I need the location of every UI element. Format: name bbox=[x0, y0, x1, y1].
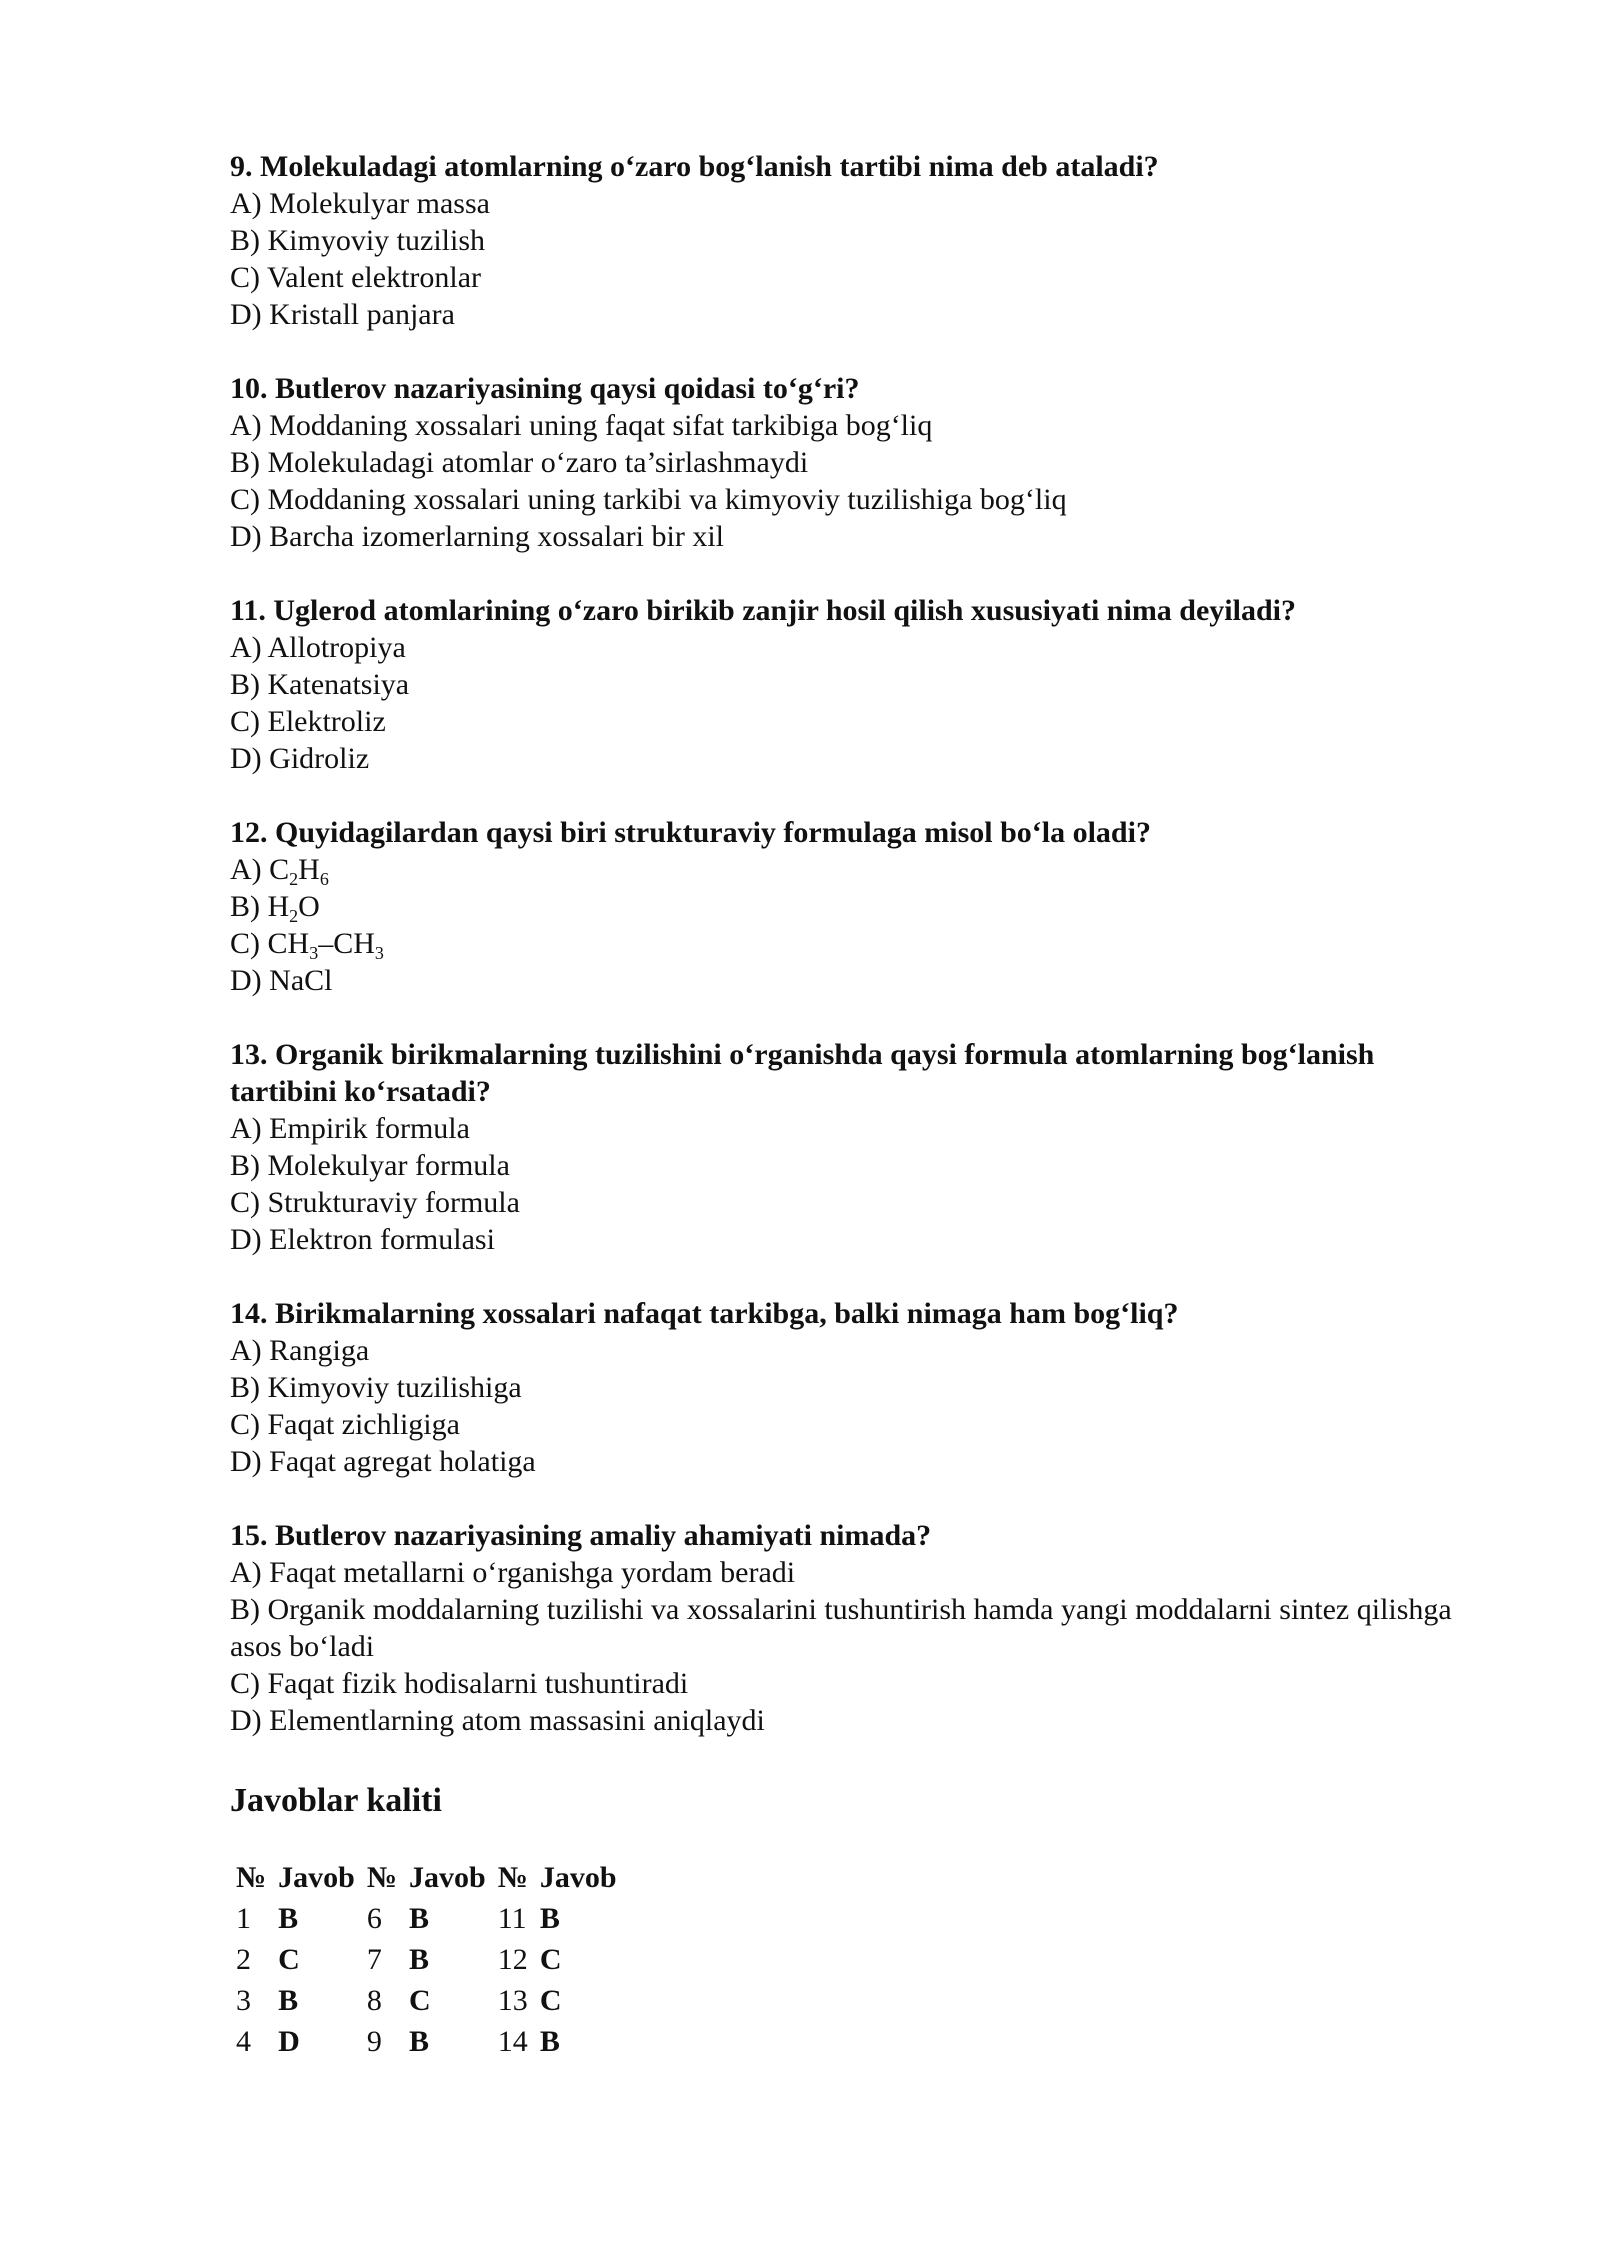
question-14 bbox=[230, 1295, 1480, 1480]
option-b: B) Molekulyar formula bbox=[230, 1149, 510, 1182]
option-b: B) Organik moddalarning tuzilishi va xossalarini tushuntirish hamda yangi moddalarni sintez qilishga asos bo‘ladi bbox=[230, 1593, 1452, 1663]
option-a: A) Empirik formula bbox=[230, 1112, 470, 1145]
header-answer: Javob bbox=[278, 1860, 355, 1894]
option-c: C) Moddaning xossalari uning tarkibi va kimyoviy tuzilishiga bog‘liq bbox=[230, 483, 1067, 516]
answer-key-table bbox=[230, 1857, 623, 2062]
answer-key-title: Javoblar kaliti bbox=[230, 1782, 442, 1819]
option-d: D) Faqat agregat holatiga bbox=[230, 1445, 536, 1478]
option-c: C) $CH_3-CH_3$ bbox=[230, 927, 384, 963]
answer-letter: B bbox=[539, 1901, 560, 1935]
option-a: A) Moddaning xossalari uning faqat sifat tarkibiga bog‘liq bbox=[230, 409, 933, 442]
option-c: C) Valent elektronlar bbox=[230, 261, 482, 294]
option-a: A) Allotropiya bbox=[230, 631, 406, 664]
question-13 bbox=[230, 1036, 1480, 1258]
header-number: № bbox=[497, 1860, 528, 1894]
answer-letter: C bbox=[278, 1942, 300, 1976]
question-number: 11 bbox=[497, 1901, 527, 1935]
option-c: C) Faqat zichligiga bbox=[230, 1408, 460, 1441]
option-b: B) Katenatsiya bbox=[230, 668, 410, 701]
question-title: 9. Molekuladagi atomlarning o‘zaro bog‘lanish tartibi nima deb ataladi? bbox=[230, 150, 1159, 183]
option-d: D) NaCl bbox=[230, 964, 333, 997]
question-number: 14 bbox=[497, 2024, 528, 2058]
option-b: B) Kimyoviy tuzilishiga bbox=[230, 1371, 522, 1404]
question-number: 8 bbox=[366, 1983, 382, 2017]
question-title: 14. Birikmalarning xossalari nafaqat tarkibga, balki nimaga ham bog‘liq? bbox=[230, 1297, 1179, 1330]
question-number: 4 bbox=[236, 2024, 251, 2058]
option-d: D) Gidroliz bbox=[230, 742, 370, 775]
answer-letter: B bbox=[409, 1942, 430, 1976]
option-b: B) Kimyoviy tuzilish bbox=[230, 224, 485, 257]
question-title: 13. Organik birikmalarning tuzilishini o‘rganishda qaysi formula atomlarning bog‘lanish tartibini ko‘rsatadi? bbox=[230, 1038, 1375, 1108]
question-title: 15. Butlerov nazariyasining amaliy ahamiyati nimada? bbox=[230, 1519, 932, 1552]
answer-letter: C bbox=[539, 1983, 562, 2017]
answer-letter: B bbox=[409, 2024, 430, 2058]
option-a: A) Faqat metallarni o‘rganishga yordam beradi bbox=[230, 1556, 796, 1589]
table-row bbox=[230, 1898, 623, 1939]
question-12 bbox=[230, 814, 1480, 999]
question-10 bbox=[230, 370, 1480, 555]
question-11 bbox=[230, 592, 1480, 777]
question-number: 13 bbox=[497, 1983, 528, 2017]
table-row bbox=[230, 2021, 623, 2062]
question-15 bbox=[230, 1517, 1480, 1739]
table-row bbox=[230, 1980, 623, 2021]
answer-letter: B bbox=[539, 2024, 560, 2058]
option-a: A) Molekulyar massa bbox=[230, 187, 490, 220]
question-number: 2 bbox=[236, 1942, 251, 1976]
question-number: 9 bbox=[366, 2024, 382, 2058]
option-d: D) Barcha izomerlarning xossalari bir xil bbox=[230, 520, 725, 553]
question-number: 1 bbox=[236, 1901, 251, 1935]
option-a: A) Rangiga bbox=[230, 1334, 370, 1367]
answer-letter: B bbox=[409, 1901, 430, 1935]
question-number: 3 bbox=[236, 1983, 251, 2017]
question-title: 12. Quyidagilardan qaysi biri strukturaviy formulaga misol bo‘la oladi? bbox=[230, 816, 1151, 849]
answer-letter: D bbox=[278, 2024, 300, 2058]
answer-letter: C bbox=[409, 1983, 431, 2017]
option-a: A) $C_2H_6$ bbox=[230, 853, 329, 889]
question-number: 7 bbox=[366, 1942, 382, 1976]
question-9 bbox=[230, 148, 1480, 333]
question-title: 11. Uglerod atomlarining o‘zaro birikib zanjir hosil qilish xususiyati nima deyiladi? bbox=[230, 594, 1296, 627]
option-b: B) $H_2O$ bbox=[230, 890, 320, 926]
option-c: C) Faqat fizik hodisalarni tushuntiradi bbox=[230, 1667, 689, 1700]
option-c: C) Elektroliz bbox=[230, 705, 386, 738]
header-number: № bbox=[236, 1860, 267, 1894]
option-d: D) Elementlarning atom massasini aniqlaydi bbox=[230, 1704, 765, 1737]
answer-letter: B bbox=[278, 1983, 299, 2017]
question-number: 6 bbox=[366, 1901, 382, 1935]
question-title: 10. Butlerov nazariyasining qaysi qoidasi to‘g‘ri? bbox=[230, 372, 860, 405]
question-number: 12 bbox=[497, 1942, 528, 1976]
answer-key-header-row bbox=[230, 1857, 623, 1898]
option-d: D) Elektron formulasi bbox=[230, 1223, 495, 1256]
document-page bbox=[230, 148, 1480, 2062]
answer-letter: B bbox=[278, 1901, 299, 1935]
header-answer: Javob bbox=[539, 1860, 617, 1894]
header-answer: Javob bbox=[409, 1860, 486, 1894]
table-row bbox=[230, 1939, 623, 1980]
option-d: D) Kristall panjara bbox=[230, 298, 455, 331]
answer-letter: C bbox=[539, 1942, 562, 1976]
header-number: № bbox=[366, 1860, 397, 1894]
option-b: B) Molekuladagi atomlar o‘zaro ta’sirlashmaydi bbox=[230, 446, 809, 479]
option-c: C) Strukturaviy formula bbox=[230, 1186, 520, 1219]
